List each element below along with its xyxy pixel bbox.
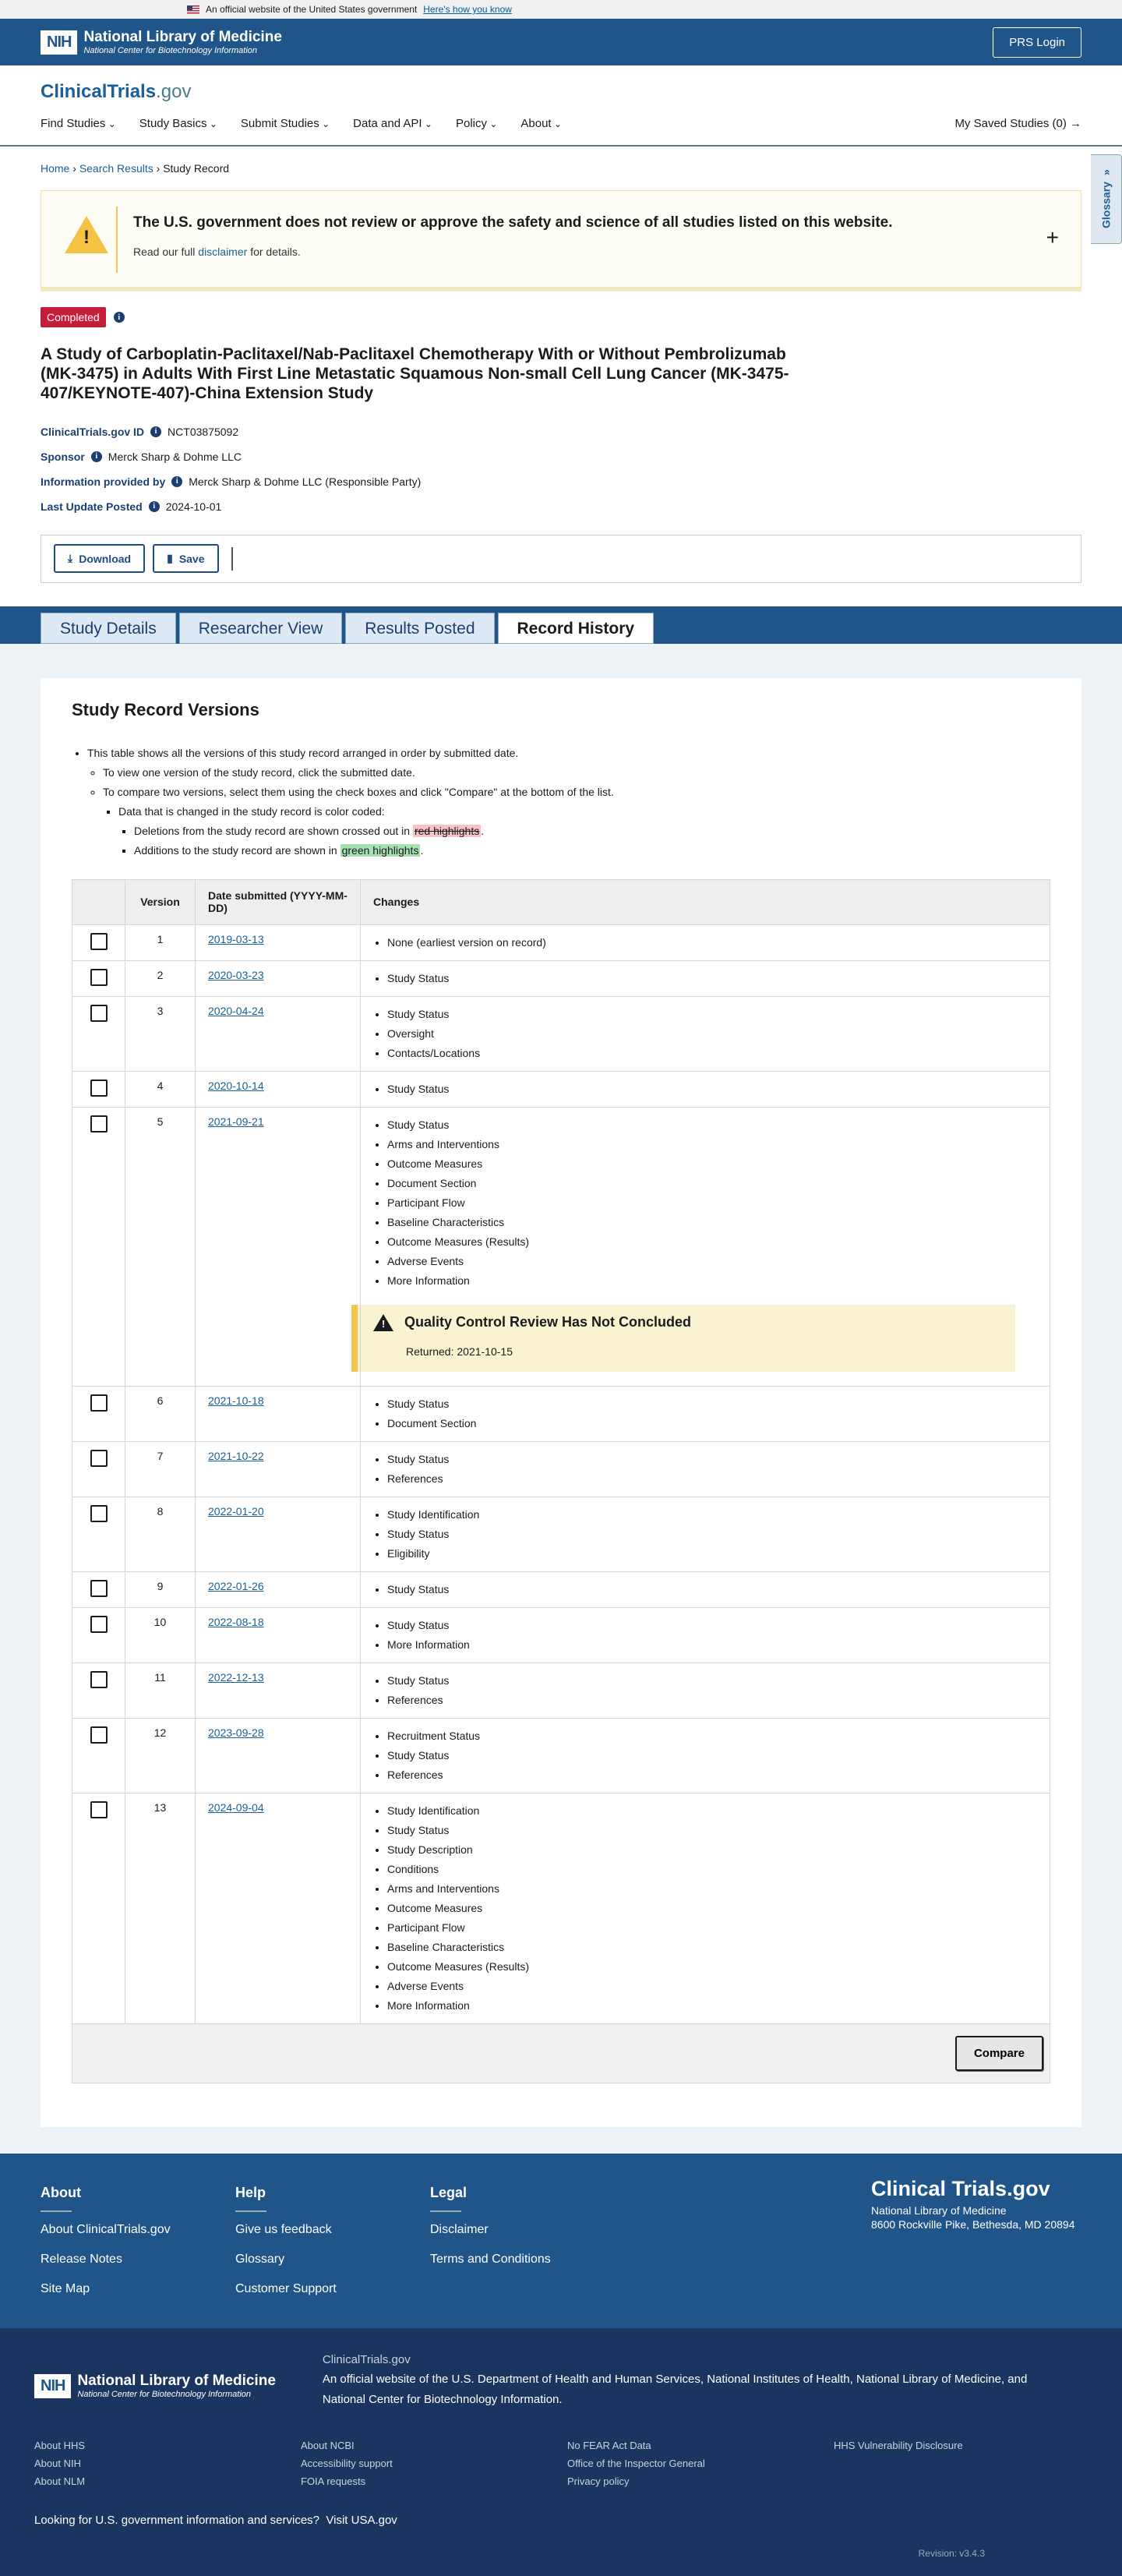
nih-footer-logo[interactable]: NIH National Library of Medicine National Center for Biotechnology Information <box>34 2362 276 2410</box>
tab-researcher-view[interactable]: Researcher View <box>179 613 343 644</box>
nih-logo-box: NIH <box>41 30 77 55</box>
change-item: • Study Status <box>387 1746 1037 1765</box>
change-item: • Contacts/Locations <box>387 1044 1037 1063</box>
study-meta <box>41 426 1081 513</box>
change-item: • Participant Flow <box>387 1193 1037 1213</box>
version-number: 8 <box>125 1496 196 1571</box>
version-row <box>72 1441 1050 1496</box>
change-item: • Study Status <box>387 1821 1037 1840</box>
footer-legal-heading: Legal <box>430 2184 468 2200</box>
nav-about[interactable]: About ⌄ <box>520 117 562 130</box>
tab-results-posted[interactable]: Results Posted <box>345 613 494 644</box>
revision-text: Revision: v3.4.3 <box>918 2547 985 2559</box>
save-button[interactable]: ▮ Save <box>153 544 218 573</box>
version-checkbox[interactable] <box>90 1450 108 1467</box>
change-item: • Study Status <box>387 1005 1037 1024</box>
expand-alert-icon[interactable]: + <box>1046 225 1059 249</box>
footer-link[interactable]: Privacy policy <box>567 2475 630 2487</box>
info-icon[interactable]: i <box>150 426 161 437</box>
version-date-link[interactable]: 2022-08-18 <box>208 1615 264 1628</box>
version-checkbox[interactable] <box>90 1394 108 1412</box>
info-icon[interactable]: i <box>91 451 102 462</box>
footer-link[interactable]: No FEAR Act Data <box>567 2439 651 2451</box>
footer-link[interactable]: Give us feedback <box>235 2222 332 2236</box>
sponsor-value: Merck Sharp & Dohme LLC <box>108 450 242 463</box>
version-row <box>72 1663 1050 1718</box>
version-date-link[interactable]: 2021-10-22 <box>208 1449 264 1462</box>
footer-bottom-links <box>34 2440 1088 2493</box>
last-update-label: Last Update Posted <box>41 500 143 513</box>
footer-link[interactable]: HHS Vulnerability Disclosure <box>834 2439 963 2451</box>
change-item: • Outcome Measures (Results) <box>387 1232 1037 1252</box>
disclaimer-alert: ! The U.S. government does not review or approve the safety and science of all studies listed on this website. Read our full disclaimer for details. + <box>41 190 1081 292</box>
change-item: • Baseline Characteristics <box>387 1213 1037 1232</box>
warning-icon: ! <box>373 1314 393 1331</box>
gov-banner <box>0 0 1122 19</box>
info-icon[interactable]: i <box>114 312 125 323</box>
version-number: 11 <box>125 1663 196 1718</box>
version-number: 3 <box>125 996 196 1071</box>
tab-bar <box>0 606 1122 644</box>
version-row <box>72 960 1050 996</box>
nav-study-basics[interactable]: Study Basics ⌄ <box>139 117 217 130</box>
footer-link[interactable]: About ClinicalTrials.gov <box>41 2222 171 2236</box>
change-item: • Eligibility <box>387 1544 1037 1564</box>
version-checkbox[interactable] <box>90 1505 108 1522</box>
version-date-link[interactable]: 2020-04-24 <box>208 1004 264 1017</box>
footer-link[interactable]: Site Map <box>41 2281 90 2295</box>
footer-help-heading: Help <box>235 2184 266 2200</box>
red-highlight-sample: red highlights <box>414 824 480 837</box>
info-provided-value: Merck Sharp & Dohme LLC (Responsible Party) <box>189 475 422 488</box>
info-provided-label: Information provided by <box>41 475 166 488</box>
alert-title: The U.S. government does not review or approve the safety and science of all studies listed on this website. <box>133 214 893 231</box>
version-number: 4 <box>125 1071 196 1107</box>
change-item: • Recruitment Status <box>387 1726 1037 1746</box>
prs-login-button[interactable]: PRS Login <box>993 27 1081 58</box>
change-item: • Outcome Measures (Results) <box>387 1957 1037 1977</box>
version-number: 9 <box>125 1571 196 1607</box>
version-checkbox[interactable] <box>90 1801 108 1818</box>
tab-study-details[interactable]: Study Details <box>41 613 176 644</box>
nih-bar <box>0 19 1122 65</box>
version-row <box>72 1496 1050 1571</box>
version-checkbox[interactable] <box>90 969 108 986</box>
change-item: • More Information <box>387 1271 1037 1291</box>
version-checkbox[interactable] <box>90 1616 108 1633</box>
version-number: 2 <box>125 960 196 996</box>
glossary-tab[interactable] <box>1091 154 1122 244</box>
chevron-double-icon: » <box>1099 169 1113 176</box>
ncbi-link[interactable]: National Center for Biotechnology Information <box>322 2392 559 2406</box>
versions-table <box>72 879 1050 2024</box>
version-checkbox[interactable] <box>90 1671 108 1688</box>
last-update-value: 2024-10-01 <box>165 500 222 513</box>
site-header <box>0 65 1122 147</box>
nav-submit-studies[interactable]: Submit Studies ⌄ <box>241 117 330 130</box>
version-date-link[interactable]: 2022-01-20 <box>208 1504 264 1518</box>
version-row <box>72 924 1050 960</box>
info-icon[interactable]: i <box>171 476 182 487</box>
status-badge: Completed <box>41 307 106 327</box>
col-version: Version <box>125 879 196 924</box>
bookmark-icon: ▮ <box>167 552 173 565</box>
change-item: • Study Status <box>387 969 1037 988</box>
nih-link[interactable]: National Institutes of Health <box>707 2372 850 2386</box>
change-item: • Study Status <box>387 1580 1037 1599</box>
change-item: • Adverse Events <box>387 1252 1037 1271</box>
us-flag-icon <box>187 5 199 14</box>
qc-returned: Returned: 2021-10-15 <box>406 1345 513 1358</box>
change-item: • Study Status <box>387 1616 1037 1635</box>
version-row <box>72 1386 1050 1441</box>
footer-link[interactable]: Glossary <box>235 2252 285 2266</box>
version-checkbox[interactable] <box>90 1726 108 1744</box>
breadcrumb-current: Study Record <box>163 162 230 175</box>
version-row <box>72 1718 1050 1793</box>
change-item: • Study Description <box>387 1840 1037 1860</box>
change-item: • Study Identification <box>387 1801 1037 1821</box>
versions-notes: • This table shows all the versions of this study record arranged in order by submitted date. ◦ To view one version of the study record, click the submitted date. ◦ To compare two versions, select them using the check boxes and click "Compare" at the bottom of the list. ▪ Data that is changed in the study record is color coded: ▪ Deletions from the study record are shown crossed out in red highlights . ▪ Additions to the study record are shown in green highlights . <box>72 744 1050 860</box>
change-item: • Outcome Measures <box>387 1154 1037 1174</box>
version-row <box>72 996 1050 1071</box>
footer-link[interactable]: Office of the Inspector General <box>567 2457 705 2469</box>
version-row <box>72 1107 1050 1386</box>
change-item: • References <box>387 1691 1037 1710</box>
nav-find-studies[interactable]: Find Studies ⌄ <box>41 117 116 130</box>
footer-link[interactable]: Disclaimer <box>430 2222 489 2236</box>
version-date-link[interactable]: 2020-10-14 <box>208 1079 264 1092</box>
change-item: • Study Status <box>387 1671 1037 1691</box>
sponsor-label: Sponsor <box>41 450 85 463</box>
version-number: 10 <box>125 1607 196 1663</box>
change-item: • References <box>387 1765 1037 1785</box>
version-date-link[interactable]: 2023-09-28 <box>208 1726 264 1739</box>
change-item: • Outcome Measures <box>387 1899 1037 1918</box>
change-item: • Study Status <box>387 1115 1037 1135</box>
nih-logo-subtitle: National Center for Biotechnology Information <box>83 46 258 55</box>
saved-studies-link[interactable]: My Saved Studies (0) → <box>954 117 1081 130</box>
change-item: • Conditions <box>387 1860 1037 1879</box>
change-item: • Study Status <box>387 1394 1037 1414</box>
download-icon: ⤓ <box>68 552 73 565</box>
version-date-link[interactable]: 2024-09-04 <box>208 1800 264 1814</box>
version-number: 7 <box>125 1441 196 1496</box>
change-item: • Study Status <box>387 1080 1037 1099</box>
version-checkbox[interactable] <box>90 933 108 950</box>
col-changes: Changes <box>361 879 1050 924</box>
nav-data-api[interactable]: Data and API ⌄ <box>353 117 432 130</box>
version-number: 13 <box>125 1793 196 2023</box>
change-item: • Adverse Events <box>387 1977 1037 1996</box>
warning-icon: ! <box>65 216 108 253</box>
qc-warning-box <box>351 1305 1015 1372</box>
version-checkbox[interactable] <box>90 1580 108 1597</box>
version-date-link[interactable]: 2021-10-18 <box>208 1394 264 1407</box>
version-date-link[interactable]: 2022-12-13 <box>208 1670 264 1684</box>
footer-link[interactable]: About NLM <box>34 2475 86 2487</box>
version-checkbox[interactable] <box>90 1115 108 1133</box>
change-item: • Arms and Interventions <box>387 1135 1037 1154</box>
study-title: A Study of Carboplatin-Paclitaxel/Nab-Paclitaxel Chemotherapy With or Without Pembrolizumab (MK-3475) in Adults With First Line Metastatic Squamous Non-small Cell Lung Cancer (MK-3475-407/KEYNOTE-407)-China Extension Study <box>41 345 789 403</box>
how-you-know-link[interactable]: Here's how you know <box>423 4 512 15</box>
footer-official-text: An official website of the U.S. Department of Health and Human Services, National Institutes of Health, National Library of Medicine, and National Center for Biotechnology Information. <box>322 2372 1028 2406</box>
version-row <box>72 1571 1050 1607</box>
qc-title: Quality Control Review Has Not Concluded <box>404 1314 692 1330</box>
change-item: • References <box>387 1469 1037 1489</box>
change-item: • Baseline Characteristics <box>387 1938 1037 1957</box>
change-item: • Study Status <box>387 1450 1037 1469</box>
breadcrumb-home[interactable]: Home <box>41 162 70 175</box>
change-item: • Arms and Interventions <box>387 1879 1037 1899</box>
footer-link[interactable]: About HHS <box>34 2439 86 2451</box>
version-number: 6 <box>125 1386 196 1441</box>
record-versions-card <box>41 678 1081 2127</box>
change-item: • Oversight <box>387 1024 1037 1044</box>
glossary-tab-label: Glossary <box>1099 182 1113 229</box>
version-date-link[interactable]: 2022-01-26 <box>208 1579 264 1592</box>
breadcrumb: Home › Search Results › Study Record <box>41 162 230 175</box>
change-item: • Participant Flow <box>387 1918 1037 1938</box>
footer-site-name: ClinicalTrials.gov <box>322 2352 411 2366</box>
version-date-link[interactable]: 2021-09-21 <box>208 1115 264 1128</box>
version-row <box>72 1071 1050 1107</box>
change-item: • None (earliest version on record) <box>387 933 1037 952</box>
version-number: 12 <box>125 1718 196 1793</box>
nct-id-label: ClinicalTrials.gov ID <box>41 425 145 438</box>
change-item: • Study Identification <box>387 1505 1037 1525</box>
footer-link[interactable]: Customer Support <box>235 2281 337 2295</box>
versions-heading: Study Record Versions <box>72 699 259 719</box>
nlm-link[interactable]: National Library of Medicine <box>856 2372 1001 2386</box>
change-item: • Study Status <box>387 1525 1037 1544</box>
version-row <box>72 1607 1050 1663</box>
footer-link[interactable]: FOIA requests <box>301 2475 366 2487</box>
col-date: Date submitted (YYYY-MM-DD) <box>196 879 361 924</box>
action-box <box>41 535 1081 583</box>
info-icon[interactable]: i <box>149 501 160 512</box>
change-item: • More Information <box>387 1635 1037 1655</box>
nih-logo[interactable] <box>41 29 282 55</box>
version-checkbox[interactable] <box>90 1080 108 1097</box>
version-number: 1 <box>125 924 196 960</box>
version-date-link[interactable]: 2019-03-13 <box>208 932 264 945</box>
gov-banner-text: An official website of the United States government <box>206 4 418 15</box>
footer-link[interactable]: Terms and Conditions <box>430 2252 551 2266</box>
tab-record-history[interactable]: Record History <box>498 613 654 644</box>
download-button[interactable]: ⤓ Download <box>54 544 145 573</box>
nih-logo-title: National Library of Medicine <box>83 29 282 45</box>
version-number: 5 <box>125 1107 196 1386</box>
change-item: • More Information <box>387 1996 1037 2016</box>
breadcrumb-search-results[interactable]: Search Results <box>79 162 153 175</box>
footer-about-heading: About <box>41 2184 81 2200</box>
disclaimer-link[interactable]: disclaimer <box>198 246 248 258</box>
nav-policy[interactable]: Policy ⌄ <box>456 117 497 130</box>
change-item: • Document Section <box>387 1174 1037 1193</box>
footer-link[interactable]: About NCBI <box>301 2439 355 2451</box>
green-highlight-sample: green highlights <box>341 843 419 857</box>
site-logo[interactable]: ClinicalTrials.gov <box>41 81 192 102</box>
footer-link[interactable]: About NIH <box>34 2457 81 2469</box>
footer-link[interactable]: Release Notes <box>41 2252 122 2266</box>
hhs-link[interactable]: U.S. Department of Health and Human Services <box>451 2372 700 2386</box>
version-date-link[interactable]: 2020-03-23 <box>208 968 264 981</box>
footer-address: Clinical Trials.gov National Library of Medicine 8600 Rockville Pike, Bethesda, MD 20894 <box>871 2178 1081 2231</box>
footer-bottom <box>0 2328 1122 2576</box>
version-checkbox[interactable] <box>90 1005 108 1022</box>
main-nav <box>41 117 1081 130</box>
compare-button[interactable]: Compare <box>955 2036 1043 2071</box>
usa-gov-row: Looking for U.S. government information and services? Visit USA.gov <box>34 2513 397 2527</box>
version-row <box>72 1793 1050 2023</box>
change-item: • Document Section <box>387 1414 1037 1433</box>
nct-id-value: NCT03875092 <box>168 425 239 438</box>
footer <box>0 2154 1122 2328</box>
footer-logo[interactable]: Clinical Trials.gov <box>871 2176 1050 2200</box>
footer-link[interactable]: Accessibility support <box>301 2457 393 2469</box>
usa-gov-link[interactable]: Visit USA.gov <box>326 2513 397 2527</box>
